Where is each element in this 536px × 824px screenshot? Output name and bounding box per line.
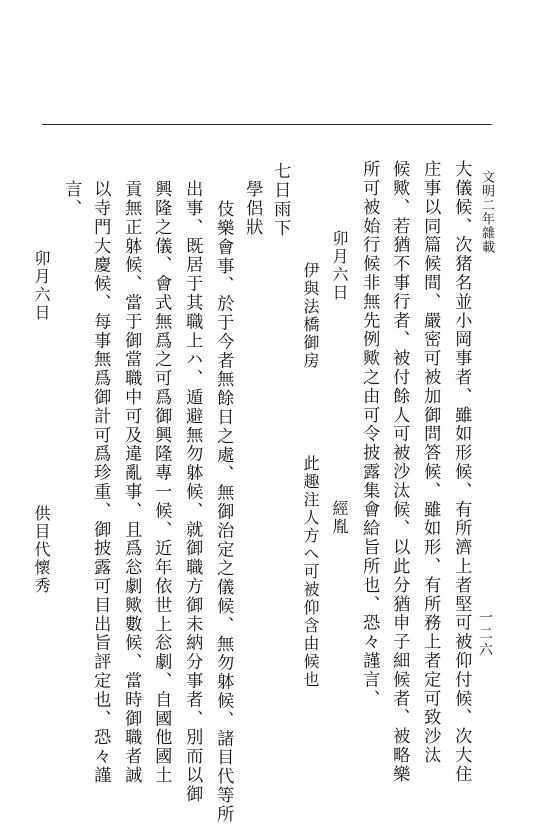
document-heading: 學侶狀 [242, 180, 263, 237]
text-line: 庄事以同篇候間、嚴密可被加御問答候、雖如形、有所務上者定可致沙汰 [420, 160, 441, 765]
running-title: 文明二年雜載 [479, 170, 494, 254]
letter-note: 此趣注人方へ可被仰含由候也 [301, 455, 320, 689]
text-line: 候歟、若猶不事行者、被付餘人可被沙汰候、以此分猶申子細候者、被略樂 [389, 160, 410, 784]
letter-addressee: 伊與法橋御房 [301, 262, 320, 370]
closing-date: 卯月六日 [32, 250, 51, 322]
text-line: 興隆之儀、會式無爲之可爲御興隆專一候、近年依世上忩劇、自國他國土 [151, 180, 172, 785]
text-line: 大儀候、次猪名並小岡事者、雖如形候、有所濟上者堅可被仰付候、次大住 [451, 160, 472, 784]
text-line: 所可被始行候非無先例歟之由可令披露集會給旨所也、恐々謹言、 [359, 160, 380, 709]
text-line: 出事、既居于其職上ハ、遁避無勿躰候、就御職方御未納分事者、別而以御 [182, 180, 203, 804]
diary-entry: 七日雨下 [270, 162, 291, 238]
closing-signer: 供目代懷秀 [32, 505, 51, 595]
letter-date: 卯月六日 [330, 230, 349, 302]
page-number: 一二六 [477, 610, 493, 658]
text-line: 以寺門大慶候、每事無爲御計可爲珍重、御披露可目出旨評定也、恐々謹 [90, 180, 111, 785]
text-line: 貢無正躰候、當于御當職中可及違亂事、且爲忩劇歟數候、當時御職者誠 [121, 180, 142, 785]
letter-signer: 經胤 [330, 500, 349, 536]
text-line: 伎樂會事、於于今者無餘日之處、無御治定之儀候、無勿躰候、諸目代等所 [213, 200, 234, 824]
header-rule [42, 124, 492, 125]
text-line: 言、 [61, 180, 82, 218]
